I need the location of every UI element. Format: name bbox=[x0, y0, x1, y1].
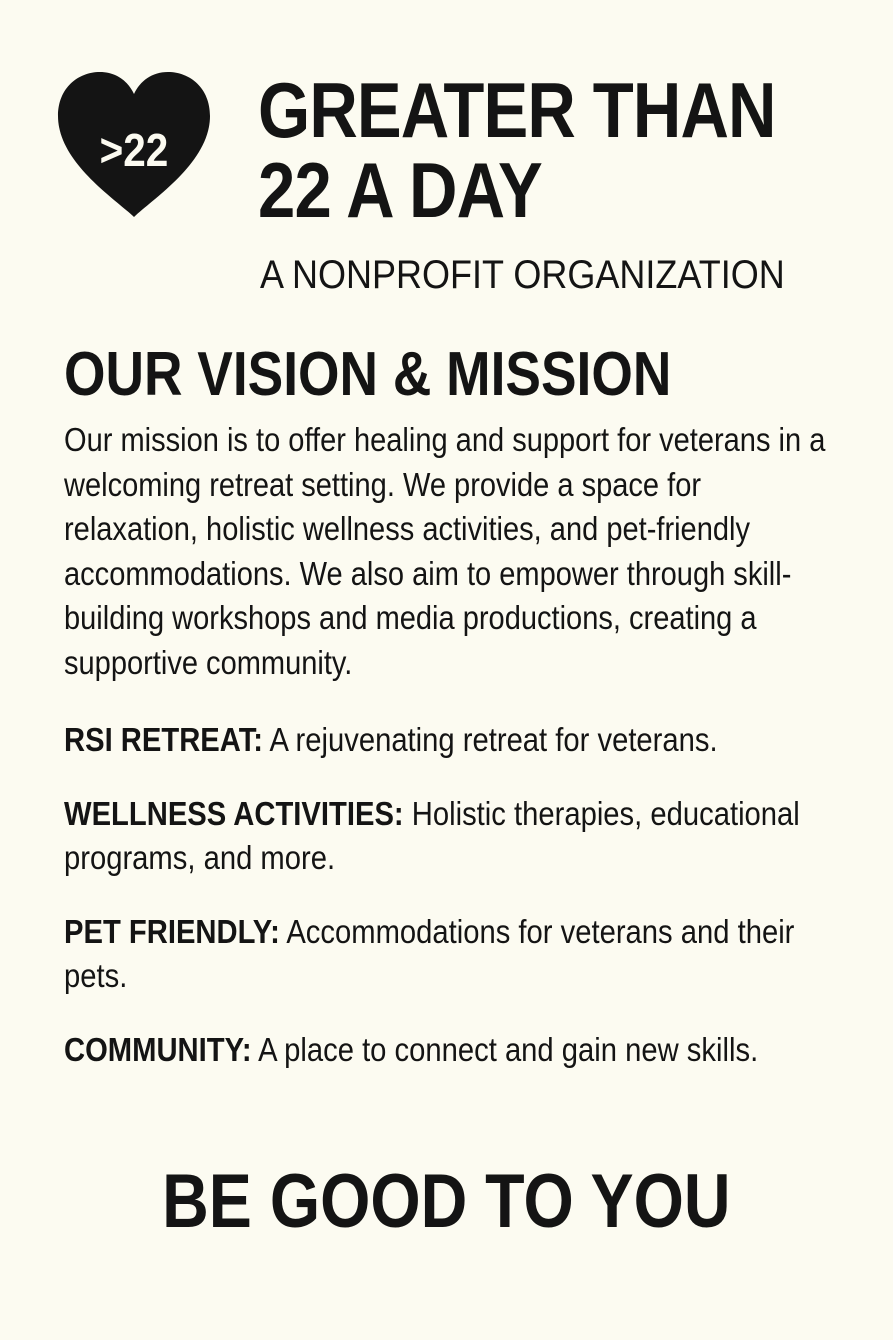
feature-text: A place to connect and gain new skills. bbox=[251, 1031, 759, 1068]
feature-list bbox=[64, 718, 834, 1102]
feature-community bbox=[64, 1028, 834, 1072]
feature-text: A rejuvenating retreat for veterans. bbox=[263, 721, 718, 758]
feature-text: Holistic therapies, educational programs, and more. bbox=[64, 795, 800, 876]
title-line-2: 22 A DAY bbox=[258, 146, 542, 234]
logo-text: >22 bbox=[99, 125, 169, 177]
feature-pet-friendly bbox=[64, 910, 834, 998]
heart-icon bbox=[56, 70, 212, 220]
feature-rsi-retreat bbox=[64, 718, 834, 762]
feature-label: WELLNESS ACTIVITIES: bbox=[64, 795, 404, 832]
page-title bbox=[258, 66, 776, 234]
feature-label: RSI RETREAT: bbox=[64, 721, 264, 758]
logo bbox=[56, 70, 212, 220]
mission-paragraph: Our mission is to offer healing and support for veterans in a welcoming retreat setting. We provide a space for relaxation, holistic wellness activities, and pet-friendly accommodations. We also aim to empower through skill-building workshops and media productions, creating a supportive community. bbox=[64, 421, 826, 681]
feature-label: PET FRIENDLY: bbox=[64, 913, 280, 950]
feature-wellness-activities bbox=[64, 792, 834, 880]
vision-heading: OUR VISION & MISSION bbox=[64, 340, 672, 409]
tagline bbox=[0, 1160, 893, 1244]
title-line-1: GREATER THAN bbox=[258, 66, 776, 154]
subtitle: A NONPROFIT ORGANIZATION bbox=[260, 253, 785, 297]
feature-label: COMMUNITY: bbox=[64, 1031, 252, 1068]
tagline-text: BE GOOD TO YOU bbox=[162, 1159, 731, 1244]
feature-text: Accommodations for veterans and their pets. bbox=[64, 913, 795, 994]
